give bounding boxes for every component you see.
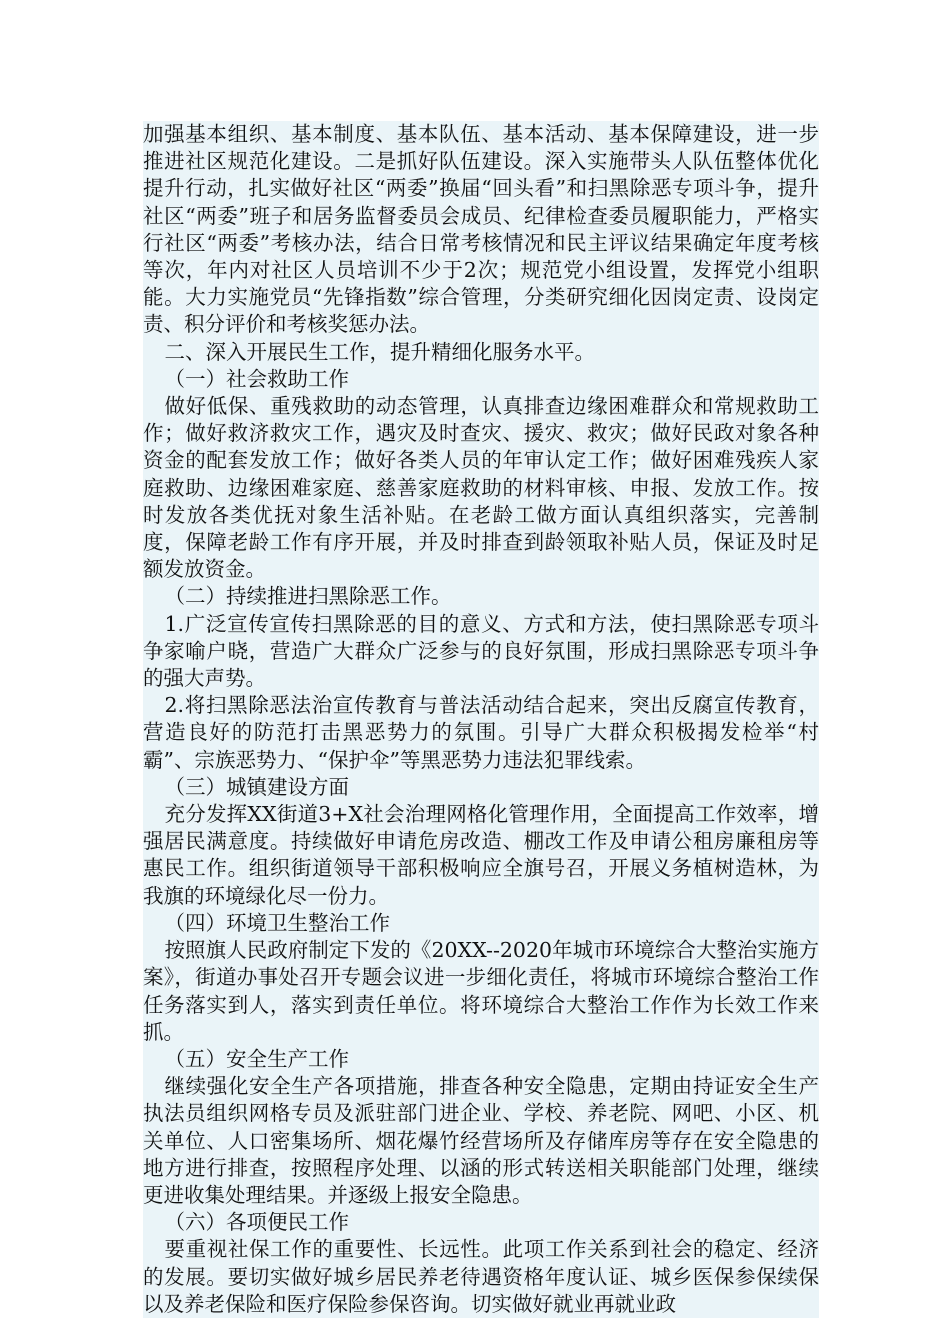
- text-block: [143, 121, 819, 1318]
- heading-convenience: （六）各项便民工作: [164, 1210, 350, 1235]
- paragraph-social-assistance: 做好低保、重残救助的动态管理，认真排查边缘困难群众和常规救助工作；做好救济救灾工作，遇灾及时查灾、援灾、救灾；做好民政对象各种资金的配套发放工作；做好各类人员的年审认定工作；做好困难残疾人家庭救助、边缘困难家庭、慈善家庭救助的材料审核、申报、发放工作。按时发放各类优抚对象生活补贴。在老龄工做方面认真组织落实，完善制度，保障老龄工作有序开展，并及时排查到龄领取补贴人员，保证及时足额发放资金。: [143, 394, 819, 582]
- heading-urban-construction: （三）城镇建设方面: [164, 774, 350, 799]
- heading-environment: （四）环境卫生整治工作: [164, 910, 391, 935]
- paragraph-anti-crime-2: 2.将扫黑除恶法治宣传教育与普法活动结合起来，突出反腐宣传教育，营造良好的防范打击黑恶势力的氛围。引导广大群众积极揭发检举“村霸”、宗族恶势力、“保护伞”等黑恶势力违法犯罪线索。: [143, 693, 819, 772]
- paragraph-urban-construction: 充分发挥XX街道3+X社会治理网格化管理作用，全面提高工作效率，增强居民满意度。持续做好申请危房改造、棚改工作及申请公租房廉租房等惠民工作。组织街道领导干部积极响应全旗号召，开展义务植树造林，为我旗的环境绿化尽一份力。: [143, 802, 819, 908]
- heading-anti-crime: （二）持续推进扫黑除恶工作。: [164, 584, 452, 609]
- document-page: [143, 121, 819, 1318]
- paragraph-party-building: 加强基本组织、基本制度、基本队伍、基本活动、基本保障建设，进一步推进社区规范化建设。二是抓好队伍建设。深入实施带头人队伍整体优化提升行动，扎实做好社区“两委”换届“回头看”和扫黑除恶专项斗争，提升社区“两委”班子和居务监督委员会成员、纪律检查委员履职能力，严格实行社区“两委”考核办法，结合日常考核情况和民主评议结果确定年度考核等次，年内对社区人员培训不少于2次；规范党小组设置，发挥党小组职能。大力实施党员“先锋指数”综合管理，分类研究细化因岗定责、设岗定责、积分评价和考核奖惩办法。: [143, 122, 819, 337]
- paragraph-environment: 按照旗人民政府制定下发的《20XX--2020年城市环境综合大整治实施方案》，街道办事处召开专题会议进一步细化责任，将城市环境综合整治工作任务落实到人，落实到责任单位。将环境综合大整治工作作为长效工作来抓。: [143, 938, 819, 1044]
- heading-section-two: 二、深入开展民生工作，提升精细化服务水平。: [164, 339, 596, 364]
- heading-social-assistance: （一）社会救助工作: [164, 366, 350, 391]
- paragraph-safety: 继续强化安全生产各项措施，排查各种安全隐患，定期由持证安全生产执法员组织网格专员及派驻部门进企业、学校、养老院、网吧、小区、机关单位、人口密集场所、烟花爆竹经营场所及存储库房等存在安全隐患的地方进行排查，按照程序处理、以涵的形式转送相关职能部门处理，继续更进收集处理结果。并逐级上报安全隐患。: [143, 1074, 819, 1207]
- paragraph-anti-crime-1: 1.广泛宣传宣传扫黑除恶的目的意义、方式和方法，使扫黑除恶专项斗争家喻户晓，营造广大群众广泛参与的良好氛围，形成扫黑除恶专项斗争的强大声势。: [143, 611, 819, 691]
- paragraph-convenience: 要重视社保工作的重要性、长远性。此项工作关系到社会的稳定、经济的发展。要切实做好城乡居民养老待遇资格年度认证、城乡医保参保续保以及养老保险和医疗保险参保咨询。切实做好就业再就业政: [143, 1237, 819, 1316]
- heading-safety: （五）安全生产工作: [164, 1046, 350, 1071]
